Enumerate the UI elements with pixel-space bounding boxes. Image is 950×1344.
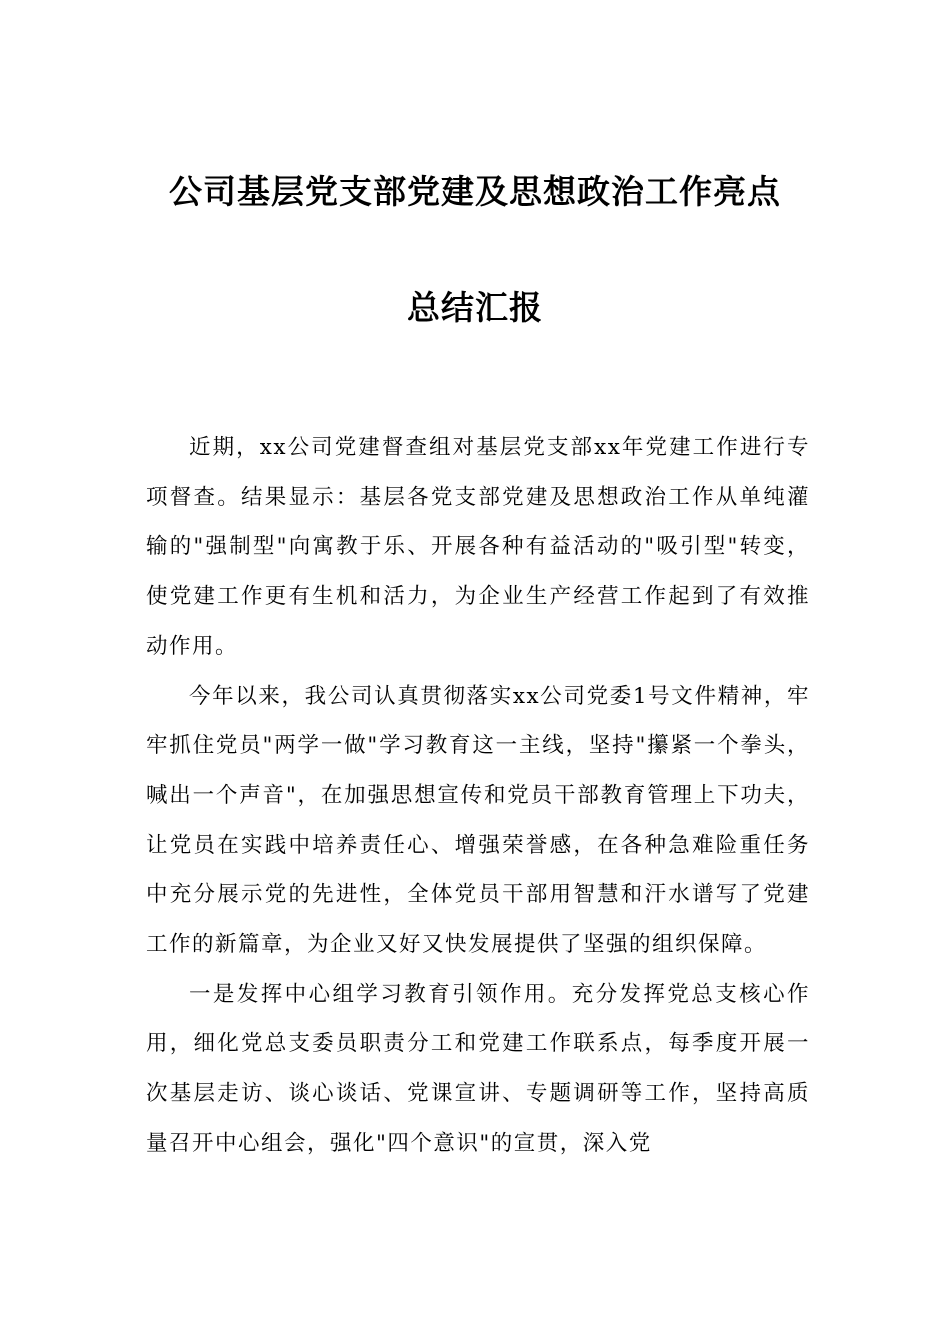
- paragraph-2: 今年以来，我公司认真贯彻落实xx公司党委1号文件精神，牢牢抓住党员"两学一做"学习教育这一主线，坚持"攥紧一个拳头，喊出一个声音"，在加强思想宣传和党员干部教育管理上下功夫，让党员在实践中培养责任心、增强荣誉感，在各种急难险重任务中充分展示党的先进性，全体党员干部用智慧和汗水谱写了党建工作的新篇章，为企业又好又快发展提供了坚强的组织保障。: [146, 683, 810, 958]
- paragraph-3: 一是发挥中心组学习教育引领作用。充分发挥党总支核心作用，细化党总支委员职责分工和党建工作联系点，每季度开展一次基层走访、谈心谈话、党课宣讲、专题调研等工作，坚持高质量召开中心组会，强化"四个意识"的宣贯，深入党: [146, 981, 810, 1156]
- document-title-line-2: 总结汇报: [407, 288, 543, 327]
- document-body: [146, 423, 810, 1169]
- paragraph-1: 近期，xx公司党建督查组对基层党支部xx年党建工作进行专项督查。结果显示：基层各党支部党建及思想政治工作从单纯灌输的"强制型"向寓教于乐、开展各种有益活动的"吸引型"转变，使党建工作更有生机和活力，为企业生产经营工作起到了有效推动作用。: [146, 435, 810, 659]
- document-title-line-1: 公司基层党支部党建及思想政治工作亮点: [169, 172, 781, 211]
